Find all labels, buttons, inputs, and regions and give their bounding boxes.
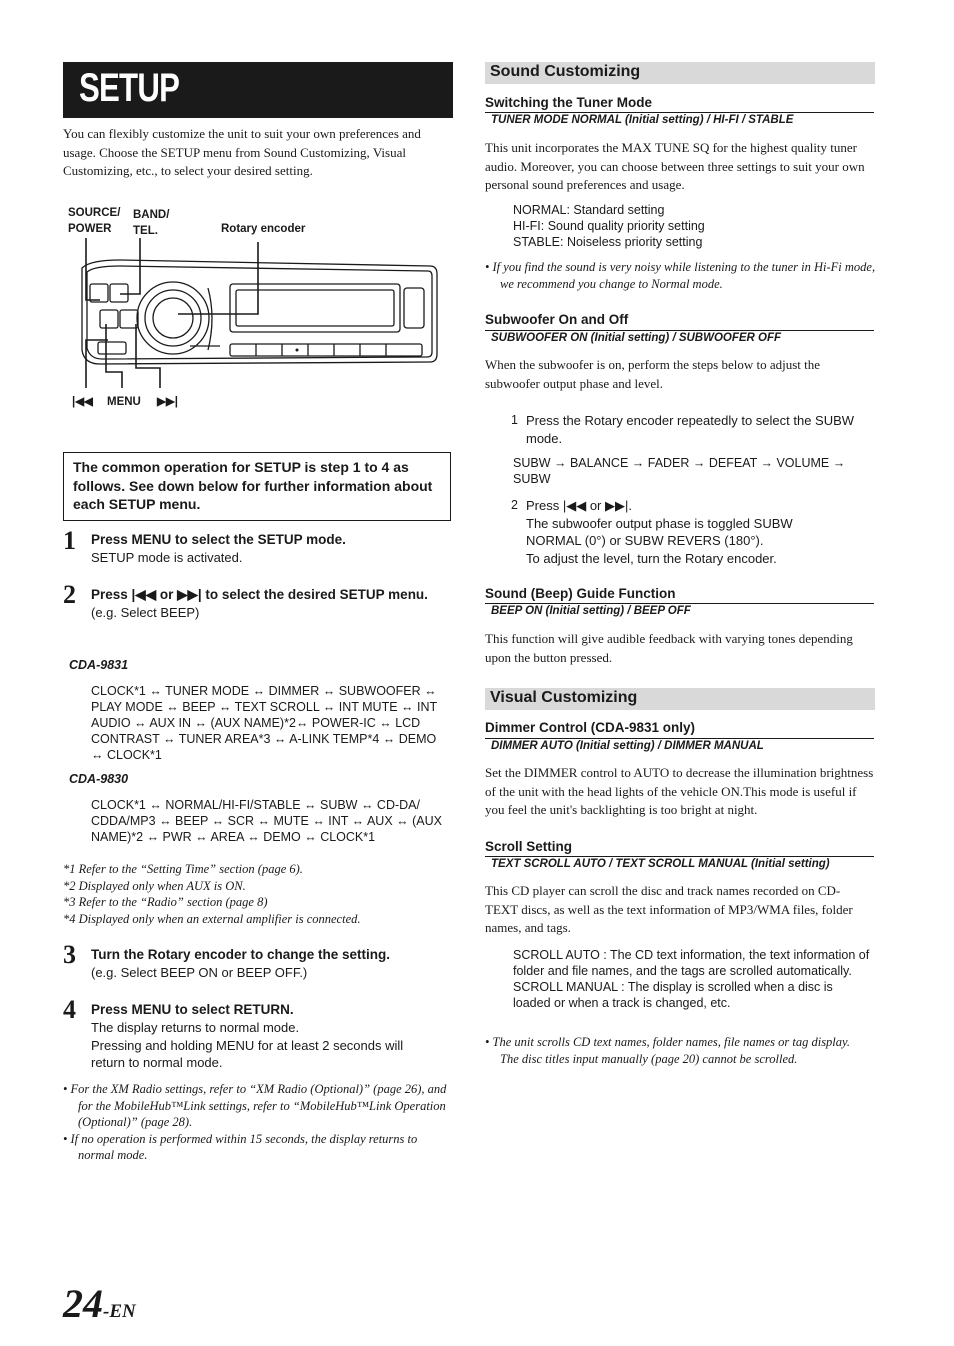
- setting-list: SCROLL AUTO : The CD text information, the text information of folder and file names, and the tags are scrolled automatically. SCROLL MANUAL : The display is scrolled when a disc is loaded or when a track is changed, etc.: [513, 948, 870, 1010]
- substep: Press |◀◀ or ▶▶|. The subwoofer output phase is toggled SUBW NORMAL (0°) or SUBW REVERS (180°). To adjust the level, turn the Rotary encoder.: [526, 498, 793, 566]
- setting-options: BEEP ON (Initial setting) / BEEP OFF: [485, 603, 874, 619]
- footnote: *1 Refer to the “Setting Time” section (page 6).: [63, 862, 303, 876]
- body-paragraph: When the subwoofer is on, perform the steps below to adjust the subwoofer output phase and level.: [485, 357, 821, 391]
- substep: Press the Rotary encoder repeatedly to select the SUBW mode.: [526, 413, 855, 446]
- footnote: *4 Displayed only when an external amplifier is connected.: [63, 911, 361, 926]
- model-name: CDA-9830: [69, 772, 129, 786]
- subsection-heading: Sound (Beep) Guide Function: [485, 586, 676, 601]
- notes-list: [63, 1081, 453, 1164]
- label-menu-button: MENU: [107, 396, 141, 408]
- label-prev-button: |◀◀: [72, 396, 93, 408]
- rotary-encoder-inner: [153, 298, 193, 338]
- section-heading: Visual Customizing: [490, 689, 638, 706]
- label-next-button: ▶▶|: [157, 396, 178, 408]
- step-3: Turn the Rotary encoder to change the setting. (e.g. Select BEEP ON or BEEP OFF.): [91, 947, 391, 980]
- body-paragraph: This unit incorporates the MAX TUNE SQ for the highest quality tuner audio. Moreover, you can choose between three settings to suit your own personal sound preferences and usage.: [485, 140, 865, 192]
- step-number: 2: [63, 580, 76, 609]
- body-paragraph: This function will give audible feedback with varying tones depending upon the button pressed.: [485, 631, 853, 665]
- intro-paragraph: You can flexibly customize the unit to suit your own preferences and usage. Choose the SETUP menu from Sound Customizing, Visual Customizing, etc., to select your desired setting.: [63, 126, 421, 178]
- setting-options: DIMMER AUTO (Initial setting) / DIMMER MANUAL: [485, 738, 874, 754]
- substep-number: 1: [511, 413, 518, 427]
- section-heading: Sound Customizing: [490, 63, 641, 80]
- substep-number: 2: [511, 498, 518, 512]
- display-window: [230, 284, 400, 332]
- model-name: CDA-9831: [69, 658, 129, 672]
- note-item: • If you find the sound is very noisy while listening to the tuner in Hi-Fi mode, we recommend you change to Normal mode.: [485, 260, 876, 291]
- step-2: Press |◀◀ or ▶▶| to select the desired SETUP menu. (e.g. Select BEEP): [91, 587, 428, 620]
- common-operation-box: The common operation for SETUP is step 1 to 4 as follows. See down below for further information about each SETUP menu.: [63, 452, 451, 521]
- label-band-tel: BAND/ TEL.: [133, 209, 170, 237]
- setting-options: TEXT SCROLL AUTO / TEXT SCROLL MANUAL (Initial setting): [485, 856, 874, 872]
- note-item: • The unit scrolls CD text names, folder names, file names or tag display. The disc titles input manually (page 20) cannot be scrolled.: [485, 1035, 851, 1066]
- setting-options: SUBWOOFER ON (Initial setting) / SUBWOOFER OFF: [485, 330, 874, 346]
- step-number: 4: [63, 995, 76, 1024]
- body-paragraph: Set the DIMMER control to AUTO to decrease the illumination brightness of the unit with the head lights of the vehicle ON.This mode is useful if you feel the unit's backlighting is too bright at night.: [485, 765, 874, 817]
- model-sequence: CLOCK*1 ↔ TUNER MODE ↔ DIMMER ↔ SUBWOOFER ↔ PLAY MODE ↔ BEEP ↔ TEXT SCROLL ↔ INT MUTE ↔ INT AUDIO ↔ AUX IN ↔ (AUX NAME)*2↔ POWER-IC ↔ LCD CONTRAST ↔ TUNER AREA*3 ↔ A-LINK TEMP*4 ↔ DEMO ↔ CLOCK*1: [91, 684, 437, 762]
- label-source-power: SOURCE/ POWER: [68, 207, 121, 235]
- step-number: 1: [63, 526, 76, 555]
- body-paragraph: This CD player can scroll the disc and track names recorded on CD-TEXT discs, as well as the text information of MP3/WMA files, folder names, and tags.: [485, 883, 853, 935]
- subsection-heading: Dimmer Control (CDA-9831 only): [485, 720, 696, 735]
- section-heading-bar: [485, 688, 875, 710]
- footnote: *3 Refer to the “Radio” section (page 8): [63, 895, 268, 909]
- section-heading-bar: [485, 62, 875, 84]
- setting-options: TUNER MODE NORMAL (Initial setting) / HI-FI / STABLE: [485, 112, 874, 128]
- footnote: *2 Displayed only when AUX is ON.: [63, 878, 246, 893]
- step-4: Press MENU to select RETURN. The display returns to normal mode. Pressing and holding MENU for at least 2 seconds will return to normal mode.: [91, 1002, 404, 1070]
- step-number: 3: [63, 940, 76, 969]
- subw-sequence: SUBW → BALANCE → FADER → DEFEAT → VOLUME → SUBW: [513, 456, 846, 486]
- note-item: • If no operation is performed within 15 seconds, the display returns to normal mode.: [63, 1131, 418, 1162]
- subsection-heading: Subwoofer On and Off: [485, 312, 629, 327]
- step-1: Press MENU to select the SETUP mode. SETUP mode is activated.: [91, 532, 346, 565]
- head-unit-diagram: [60, 238, 450, 408]
- rotary-encoder-outer: [137, 282, 209, 354]
- note-item: • For the XM Radio settings, refer to “XM Radio (Optional)” (page 26), and for the MobileHub™Link settings, refer to “MobileHub™Link Operation (Optional)” (page 28).: [63, 1082, 447, 1129]
- subsection-heading: Scroll Setting: [485, 839, 573, 854]
- setting-list: NORMAL: Standard setting HI-FI: Sound quality priority setting STABLE: Noiseless priority setting: [513, 203, 705, 249]
- page-title-bar: [63, 62, 453, 118]
- label-rotary-encoder: Rotary encoder: [221, 223, 306, 235]
- model-sequence: CLOCK*1 ↔ NORMAL/HI-FI/STABLE ↔ SUBW ↔ CD-DA/ CDDA/MP3 ↔ BEEP ↔ SCR ↔ MUTE ↔ INT ↔ AUX ↔ (AUX NAME)*2 ↔ PWR ↔ AREA ↔ DEMO ↔ CLOCK*1: [91, 798, 442, 844]
- page-title: SETUP: [79, 66, 180, 110]
- footnotes: [63, 861, 453, 927]
- page-number: 24-EN: [63, 1281, 136, 1326]
- subsection-heading: Switching the Tuner Mode: [485, 95, 652, 110]
